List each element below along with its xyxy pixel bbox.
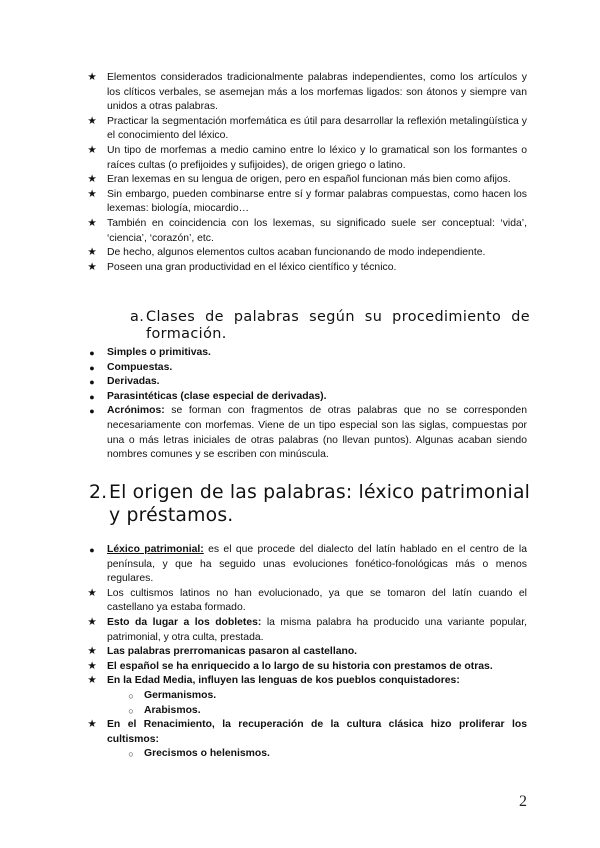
section-title: El origen de las palabras: léxico patrimonial y préstamos.: [109, 482, 531, 526]
word-classes-list: [0, 346, 600, 463]
section-number: 2.: [89, 482, 108, 503]
list-item: ★ Esto da lugar a los dobletes: la misma palabra ha producido una variante popular, patrimonial, y otra culta, prestada.: [0, 616, 600, 645]
list-item: ★ Las palabras prerromanicas pasaron al castellano.: [0, 645, 600, 660]
list-item: ★ Los cultismos latinos no han evolucionado, ya que se tomaron del latín cuando el castellano ya estaba formado.: [0, 587, 600, 616]
list-item: ★ En la Edad Media, influyen las lenguas de kos pueblos conquistadores:: [0, 674, 600, 689]
list-item: ★ En el Renacimiento, la recuperación de la cultura clásica hizo proliferar los cultismos:: [0, 718, 600, 747]
list-item: ★ Practicar la segmentación morfemática es útil para desarrollar la reflexión metalingüística y el conocimiento del léxico.: [0, 115, 600, 144]
morpheme-notes-list: [0, 71, 600, 275]
list-item: ★ Eran lexemas en su lengua de origen, pero en español funcionan más bien como afijos.: [0, 173, 600, 188]
list-item: ★ De hecho, algunos elementos cultos acaban funcionando de modo independiente.: [0, 246, 600, 261]
list-item: ○ Grecismos o helenismos.: [0, 747, 600, 762]
star-bullet-icon: ★: [87, 247, 97, 259]
list-item: ● Simples o primitivas.: [0, 346, 600, 361]
list-item: ★ Elementos considerados tradicionalmente palabras independientes, como los artículos y los clíticos verbales, se asemejan más a los morfemas ligados: son átonos y siempre van unidos a otras palabras.: [0, 71, 600, 115]
list-item: ★ Un tipo de morfemas a medio camino entre lo léxico y lo gramatical son los formantes o raíces cultas (o prefijoides y sufijoides), de origen griego o latino.: [0, 144, 600, 173]
list-item: ● Parasintéticas (clase especial de derivadas).: [0, 390, 600, 405]
bullet-icon: ●: [89, 362, 95, 373]
star-bullet-icon: ★: [87, 72, 97, 83]
word-origin-list: [0, 543, 600, 762]
bullet-icon: ●: [89, 545, 95, 555]
list-item: ● Compuestas.: [0, 361, 600, 376]
star-bullet-icon: ★: [87, 217, 97, 229]
bullet-icon: ●: [89, 391, 95, 402]
star-bullet-icon: ★: [87, 587, 97, 599]
star-bullet-icon: ★: [87, 115, 97, 127]
list-item: ★ Sin embargo, pueden combinarse entre sí y formar palabras compuestas, como hacen los lexemas: biología, miocardio…: [0, 188, 600, 217]
page-number: 2: [519, 793, 527, 810]
bullet-icon: ●: [89, 406, 95, 417]
list-item: ○ Germanismos.: [0, 689, 600, 704]
list-item: ● Acrónimos: se forman con fragmentos de otras palabras que no se corresponden necesariamente con morfemas. Viene de un tipo especial son las siglas, compuestas por una o más letras iniciales de otras palabras (no llevan puntos). Algunas acaban siendo nombres comunes y se escriben con minúscula.: [0, 404, 600, 462]
subsection-number: a.: [130, 309, 145, 325]
circle-bullet-icon: ○: [128, 705, 134, 716]
list-item: ★ El español se ha enriquecido a lo largo de su historia con prestamos de otras.: [0, 660, 600, 675]
bullet-icon: ●: [89, 348, 95, 358]
star-bullet-icon: ★: [87, 719, 97, 731]
star-bullet-icon: ★: [87, 675, 97, 687]
list-item: ★ Poseen una gran productividad en el léxico científico y técnico.: [0, 261, 600, 276]
star-bullet-icon: ★: [87, 261, 97, 273]
star-bullet-icon: ★: [87, 616, 97, 628]
list-item: ★ También en coincidencia con los lexemas, su significado suele ser conceptual: ‘vida’, ‘ciencia’, ‘corazón’, etc.: [0, 217, 600, 246]
star-bullet-icon: ★: [87, 174, 97, 186]
star-bullet-icon: ★: [87, 646, 97, 658]
list-item: ● Léxico patrimonial: es el que procede del dialecto del latín hablado en el centro de la península, y que ha seguido unas evoluciones fonético-fonológicas más o menos regulares.: [0, 543, 600, 587]
star-bullet-icon: ★: [87, 660, 97, 672]
subsection-title: Clases de palabras según su procedimiento de formación.: [146, 309, 530, 342]
circle-bullet-icon: ○: [128, 749, 134, 760]
star-bullet-icon: ★: [87, 144, 97, 156]
bullet-icon: ●: [89, 377, 95, 388]
list-item: ○ Arabismos.: [0, 704, 600, 719]
circle-bullet-icon: ○: [128, 690, 134, 701]
star-bullet-icon: ★: [87, 188, 97, 200]
subsection-heading: [130, 309, 530, 343]
section-heading: [89, 481, 531, 527]
list-item: ● Derivadas.: [0, 375, 600, 390]
